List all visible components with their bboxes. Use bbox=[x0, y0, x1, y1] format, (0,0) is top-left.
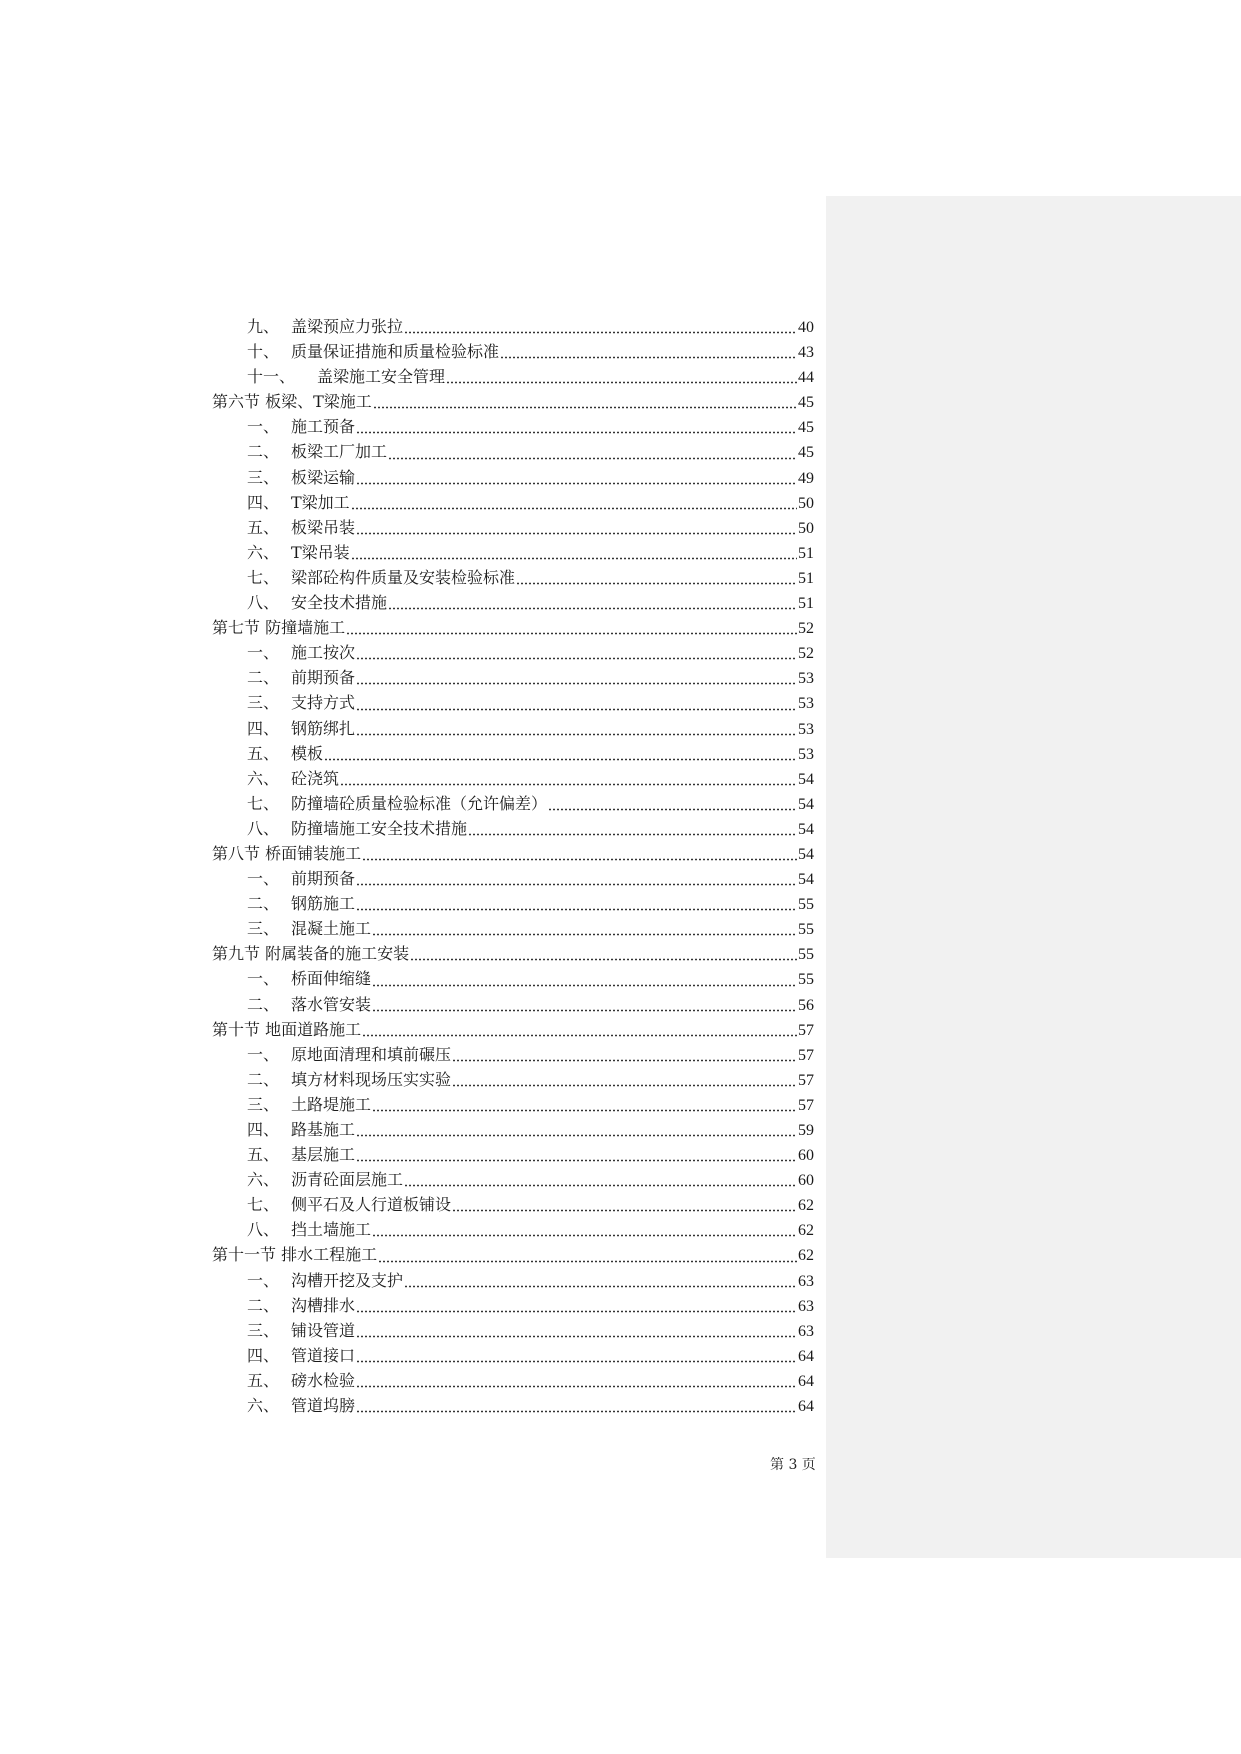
toc-entry[interactable] bbox=[212, 439, 814, 464]
toc-dot-leader bbox=[362, 1021, 797, 1037]
toc-dot-leader bbox=[356, 895, 797, 911]
toc-entry-page: 50 bbox=[798, 519, 814, 537]
toc-entry-title: 挡土墙施工 bbox=[291, 1220, 372, 1240]
toc-section-entry[interactable] bbox=[212, 389, 814, 414]
toc-entry-page: 57 bbox=[798, 1071, 814, 1089]
toc-entry-page: 40 bbox=[798, 319, 814, 336]
toc-entry-number: 六、 bbox=[247, 1170, 280, 1190]
toc-entry-number: 五、 bbox=[247, 517, 280, 537]
toc-entry-number: 二、 bbox=[247, 994, 280, 1014]
toc-dot-leader bbox=[324, 745, 797, 761]
toc-entry-title: 防撞墙施工安全技术措施 bbox=[291, 818, 468, 838]
toc-entry-page: 60 bbox=[798, 1172, 814, 1190]
toc-entry[interactable] bbox=[212, 1293, 814, 1318]
toc-entry-number: 三、 bbox=[247, 467, 280, 487]
toc-entry-title: 钢筋施工 bbox=[291, 894, 356, 914]
toc-entry-page: 55 bbox=[798, 921, 814, 939]
toc-entry[interactable] bbox=[212, 515, 814, 540]
toc-entry-title: 模板 bbox=[291, 743, 324, 763]
toc-entry-page: 54 bbox=[798, 845, 814, 863]
toc-entry-title: 第十一节 排水工程施工 bbox=[212, 1245, 378, 1265]
toc-entry-number: 四、 bbox=[247, 1120, 280, 1139]
toc-entry-title: 第七节 防撞墙施工 bbox=[212, 618, 346, 638]
toc-entry-title: 前期预备 bbox=[291, 668, 356, 688]
toc-entry-number: 三、 bbox=[247, 1320, 280, 1340]
toc-dot-leader bbox=[452, 1196, 797, 1212]
toc-entry[interactable] bbox=[212, 665, 814, 690]
toc-entry[interactable] bbox=[212, 565, 814, 590]
toc-entry-page: 56 bbox=[798, 996, 814, 1014]
toc-entry-page: 52 bbox=[798, 645, 814, 663]
toc-entry-title: 施工预备 bbox=[291, 417, 356, 437]
toc-section-entry[interactable] bbox=[212, 1242, 814, 1267]
toc-entry[interactable] bbox=[212, 1393, 814, 1418]
toc-dot-leader bbox=[351, 494, 797, 510]
toc-section-entry[interactable] bbox=[212, 841, 814, 866]
toc-entry[interactable] bbox=[212, 1092, 814, 1117]
toc-entry[interactable] bbox=[212, 816, 814, 841]
toc-entry[interactable] bbox=[212, 540, 814, 565]
toc-entry[interactable] bbox=[212, 465, 814, 490]
toc-entry[interactable] bbox=[212, 1192, 814, 1217]
toc-entry-number: 十一、 bbox=[247, 367, 296, 387]
toc-entry-page: 54 bbox=[798, 820, 814, 838]
toc-dot-leader bbox=[372, 920, 797, 936]
toc-entry-page: 62 bbox=[798, 1197, 814, 1215]
toc-entry[interactable] bbox=[212, 590, 814, 615]
toc-entry-number: 二、 bbox=[247, 1295, 280, 1315]
toc-entry-title: 板梁吊装 bbox=[291, 517, 356, 537]
toc-entry-number: 二、 bbox=[247, 1069, 280, 1089]
toc-entry-page: 55 bbox=[798, 896, 814, 914]
toc-entry[interactable] bbox=[212, 866, 814, 891]
toc-entry[interactable] bbox=[212, 414, 814, 439]
toc-entry-title: 板梁工厂加工 bbox=[291, 442, 388, 462]
toc-entry-page: 63 bbox=[798, 1297, 814, 1315]
toc-entry-number: 三、 bbox=[247, 1094, 280, 1114]
toc-entry-title: 安全技术措施 bbox=[291, 593, 388, 613]
toc-entry-page: 51 bbox=[798, 569, 814, 587]
toc-dot-leader bbox=[410, 945, 797, 961]
toc-dot-leader bbox=[356, 1146, 797, 1162]
toc-entry-number: 五、 bbox=[247, 743, 280, 763]
toc-entry-title: 支持方式 bbox=[291, 693, 356, 713]
toc-entry-page: 57 bbox=[798, 1096, 814, 1114]
toc-dot-leader bbox=[340, 770, 797, 786]
toc-entry[interactable] bbox=[212, 716, 814, 741]
toc-entry-title: 基层施工 bbox=[291, 1145, 356, 1165]
toc-entry-number: 一、 bbox=[247, 1270, 280, 1290]
toc-dot-leader bbox=[388, 594, 797, 610]
toc-dot-leader bbox=[356, 1347, 797, 1363]
toc-entry[interactable] bbox=[212, 314, 814, 339]
toc-entry-page: 55 bbox=[798, 971, 814, 989]
toc-dot-leader bbox=[516, 569, 797, 585]
toc-dot-leader bbox=[452, 1046, 797, 1062]
toc-dot-leader bbox=[356, 519, 797, 535]
toc-dot-leader bbox=[404, 1272, 797, 1288]
toc-entry-number: 七、 bbox=[247, 793, 280, 813]
toc-dot-leader bbox=[372, 996, 797, 1012]
toc-entry-page: 45 bbox=[798, 394, 814, 412]
toc-entry-number: 二、 bbox=[247, 668, 280, 688]
toc-dot-leader bbox=[356, 720, 797, 736]
toc-entry[interactable] bbox=[212, 1142, 814, 1167]
toc-entry-number: 八、 bbox=[247, 593, 280, 613]
toc-dot-leader bbox=[446, 368, 797, 384]
toc-entry[interactable] bbox=[212, 1318, 814, 1343]
toc-entry-page: 57 bbox=[798, 1046, 814, 1064]
toc-entry-page: 64 bbox=[798, 1398, 814, 1416]
toc-entry-title: 钢筋绑扎 bbox=[291, 718, 356, 738]
toc-entry-number: 七、 bbox=[247, 1195, 280, 1215]
toc-entry-title: 板梁运输 bbox=[291, 467, 356, 487]
toc-entry-title: 管道坞膀 bbox=[291, 1396, 356, 1416]
toc-entry-number: 五、 bbox=[247, 1370, 280, 1390]
toc-dot-leader bbox=[356, 469, 797, 485]
toc-entry-page: 45 bbox=[798, 419, 814, 437]
toc-section-entry[interactable] bbox=[212, 615, 814, 640]
toc-dot-leader bbox=[468, 820, 797, 836]
toc-entry-title: 盖梁预应力张拉 bbox=[291, 317, 404, 336]
toc-entry-title: 管道接口 bbox=[291, 1345, 356, 1365]
toc-dot-leader bbox=[452, 1071, 797, 1087]
toc-entry[interactable] bbox=[212, 916, 814, 941]
toc-dot-leader bbox=[356, 1297, 797, 1313]
toc-dot-leader bbox=[362, 845, 797, 861]
toc-entry-page: 52 bbox=[798, 620, 814, 638]
toc-entry[interactable] bbox=[212, 490, 814, 515]
toc-entry[interactable] bbox=[212, 1042, 814, 1067]
toc-entry-title: 混凝土施工 bbox=[291, 919, 372, 939]
toc-entry-number: 八、 bbox=[247, 1220, 280, 1240]
toc-entry-page: 53 bbox=[798, 670, 814, 688]
toc-entry[interactable] bbox=[212, 766, 814, 791]
toc-dot-leader bbox=[356, 669, 797, 685]
toc-entry[interactable] bbox=[212, 1268, 814, 1293]
toc-entry-number: 五、 bbox=[247, 1145, 280, 1165]
toc-dot-leader bbox=[356, 1322, 797, 1338]
toc-entry-page: 45 bbox=[798, 444, 814, 462]
toc-entry-page: 64 bbox=[798, 1372, 814, 1390]
toc-entry-number: 九、 bbox=[247, 317, 280, 336]
toc-entry[interactable] bbox=[212, 690, 814, 715]
toc-dot-leader bbox=[346, 619, 797, 635]
toc-entry-title: 沥青砼面层施工 bbox=[291, 1170, 404, 1190]
toc-dot-leader bbox=[500, 343, 797, 359]
toc-entry-title: 桥面伸缩缝 bbox=[291, 969, 372, 989]
toc-entry-number: 二、 bbox=[247, 442, 280, 462]
toc-entry-number: 三、 bbox=[247, 919, 280, 939]
toc-dot-leader bbox=[356, 418, 797, 434]
toc-entry-number: 一、 bbox=[247, 417, 280, 437]
toc-entry-number: 一、 bbox=[247, 869, 280, 889]
toc-entry-title: 第六节 板梁、T梁施工 bbox=[212, 392, 372, 412]
toc-dot-leader bbox=[356, 1372, 797, 1388]
toc-entry-page: 49 bbox=[798, 469, 814, 487]
toc-entry-page: 53 bbox=[798, 720, 814, 738]
toc-entry-number: 十、 bbox=[247, 342, 280, 362]
toc-entry-number: 四、 bbox=[247, 718, 280, 738]
toc-entry-number: 八、 bbox=[247, 818, 280, 838]
toc-entry-page: 63 bbox=[798, 1272, 814, 1290]
toc-entry-title: 前期预备 bbox=[291, 869, 356, 889]
toc-entry[interactable] bbox=[212, 640, 814, 665]
toc-entry[interactable] bbox=[212, 364, 814, 389]
toc-entry-title: 侧平石及人行道板铺设 bbox=[291, 1195, 452, 1215]
toc-entry-page: 51 bbox=[798, 544, 814, 562]
toc-entry-page: 51 bbox=[798, 595, 814, 613]
toc-entry-title: 沟槽开挖及支护 bbox=[291, 1270, 404, 1290]
toc-entry-title: 磅水检验 bbox=[291, 1370, 356, 1390]
toc-entry-page: 54 bbox=[798, 871, 814, 889]
toc-dot-leader bbox=[372, 971, 797, 987]
toc-dot-leader bbox=[356, 644, 797, 660]
toc-entry-number: 一、 bbox=[247, 1044, 280, 1064]
toc-entry-title: 质量保证措施和质量检验标准 bbox=[291, 342, 500, 362]
toc-entry-page: 63 bbox=[798, 1322, 814, 1340]
toc-entry-title: 沟槽排水 bbox=[291, 1295, 356, 1315]
toc-entry-title: 盖梁施工安全管理 bbox=[317, 367, 446, 387]
toc-dot-leader bbox=[356, 1121, 797, 1137]
toc-entry[interactable] bbox=[212, 992, 814, 1017]
toc-entry[interactable] bbox=[212, 1217, 814, 1242]
toc-entry-title: 第八节 桥面铺装施工 bbox=[212, 843, 362, 863]
toc-entry[interactable] bbox=[212, 1067, 814, 1092]
toc-dot-leader bbox=[404, 318, 797, 334]
toc-entry-page: 55 bbox=[798, 946, 814, 964]
toc-dot-leader bbox=[372, 1221, 797, 1237]
toc-entry-title: T梁吊装 bbox=[291, 542, 350, 562]
toc-dot-leader bbox=[356, 870, 797, 886]
toc-entry-title: 第九节 附属装备的施工安装 bbox=[212, 944, 410, 964]
toc-entry-title: 施工按次 bbox=[291, 643, 356, 663]
toc-entry-page: 50 bbox=[798, 494, 814, 512]
toc-entry-page: 64 bbox=[798, 1347, 814, 1365]
toc-entry[interactable] bbox=[212, 966, 814, 991]
toc-entry-page: 60 bbox=[798, 1147, 814, 1165]
toc-entry-title: 铺设管道 bbox=[291, 1320, 356, 1340]
toc-entry-page: 57 bbox=[798, 1021, 814, 1039]
toc-entry-number: 七、 bbox=[247, 567, 280, 587]
toc-entry-title: 原地面清理和填前碾压 bbox=[291, 1044, 452, 1064]
toc-dot-leader bbox=[373, 393, 797, 409]
comment-pane bbox=[826, 196, 1241, 1558]
toc-dot-leader bbox=[372, 1096, 797, 1112]
toc-dot-leader bbox=[404, 1171, 797, 1187]
toc-entry-title: T梁加工 bbox=[291, 492, 350, 512]
toc-entry-page: 53 bbox=[798, 695, 814, 713]
toc-entry-title: 防撞墙砼质量检验标准（允许偏差） bbox=[291, 793, 548, 813]
toc-entry-page: 62 bbox=[798, 1222, 814, 1240]
toc-entry-title: 第十节 地面道路施工 bbox=[212, 1019, 362, 1039]
toc-dot-leader bbox=[378, 1247, 797, 1263]
toc-entry-title: 梁部砼构件质量及安装检验标准 bbox=[291, 567, 516, 587]
toc-dot-leader bbox=[388, 444, 797, 460]
toc-section-entry[interactable] bbox=[212, 941, 814, 966]
table-of-contents bbox=[212, 314, 814, 1418]
toc-entry-title: 土路堤施工 bbox=[291, 1094, 372, 1114]
toc-entry-number: 六、 bbox=[247, 768, 280, 788]
toc-entry[interactable] bbox=[212, 1368, 814, 1393]
toc-entry-page: 43 bbox=[798, 344, 814, 362]
page-footer: 第 3 页 bbox=[770, 1457, 816, 1473]
toc-dot-leader bbox=[356, 1397, 797, 1413]
toc-entry[interactable] bbox=[212, 1167, 814, 1192]
toc-entry-title: 路基施工 bbox=[291, 1120, 356, 1139]
toc-entry-page: 59 bbox=[798, 1122, 814, 1139]
toc-entry-title: 落水管安装 bbox=[291, 994, 372, 1014]
toc-section-entry[interactable] bbox=[212, 1017, 814, 1042]
toc-entry-number: 三、 bbox=[247, 693, 280, 713]
toc-entry-page: 53 bbox=[798, 745, 814, 763]
toc-entry-number: 二、 bbox=[247, 894, 280, 914]
toc-entry-page: 54 bbox=[798, 795, 814, 813]
toc-entry[interactable] bbox=[212, 791, 814, 816]
toc-entry-number: 一、 bbox=[247, 969, 280, 989]
toc-dot-leader bbox=[548, 795, 797, 811]
toc-entry-number: 六、 bbox=[247, 542, 280, 562]
toc-entry[interactable] bbox=[212, 741, 814, 766]
toc-entry-number: 一、 bbox=[247, 643, 280, 663]
toc-entry[interactable] bbox=[212, 891, 814, 916]
toc-dot-leader bbox=[351, 544, 797, 560]
toc-entry-number: 四、 bbox=[247, 1345, 280, 1365]
toc-entry-title: 填方材料现场压实实验 bbox=[291, 1069, 452, 1089]
toc-entry[interactable] bbox=[212, 1343, 814, 1368]
toc-entry-number: 四、 bbox=[247, 492, 280, 512]
toc-entry-page: 54 bbox=[798, 770, 814, 788]
toc-entry-number: 六、 bbox=[247, 1396, 280, 1416]
toc-entry-page: 44 bbox=[798, 369, 814, 387]
toc-dot-leader bbox=[356, 695, 797, 711]
toc-entry[interactable] bbox=[212, 339, 814, 364]
toc-entry-page: 62 bbox=[798, 1247, 814, 1265]
toc-entry-title: 砼浇筑 bbox=[291, 768, 340, 788]
toc-entry[interactable] bbox=[212, 1117, 814, 1142]
